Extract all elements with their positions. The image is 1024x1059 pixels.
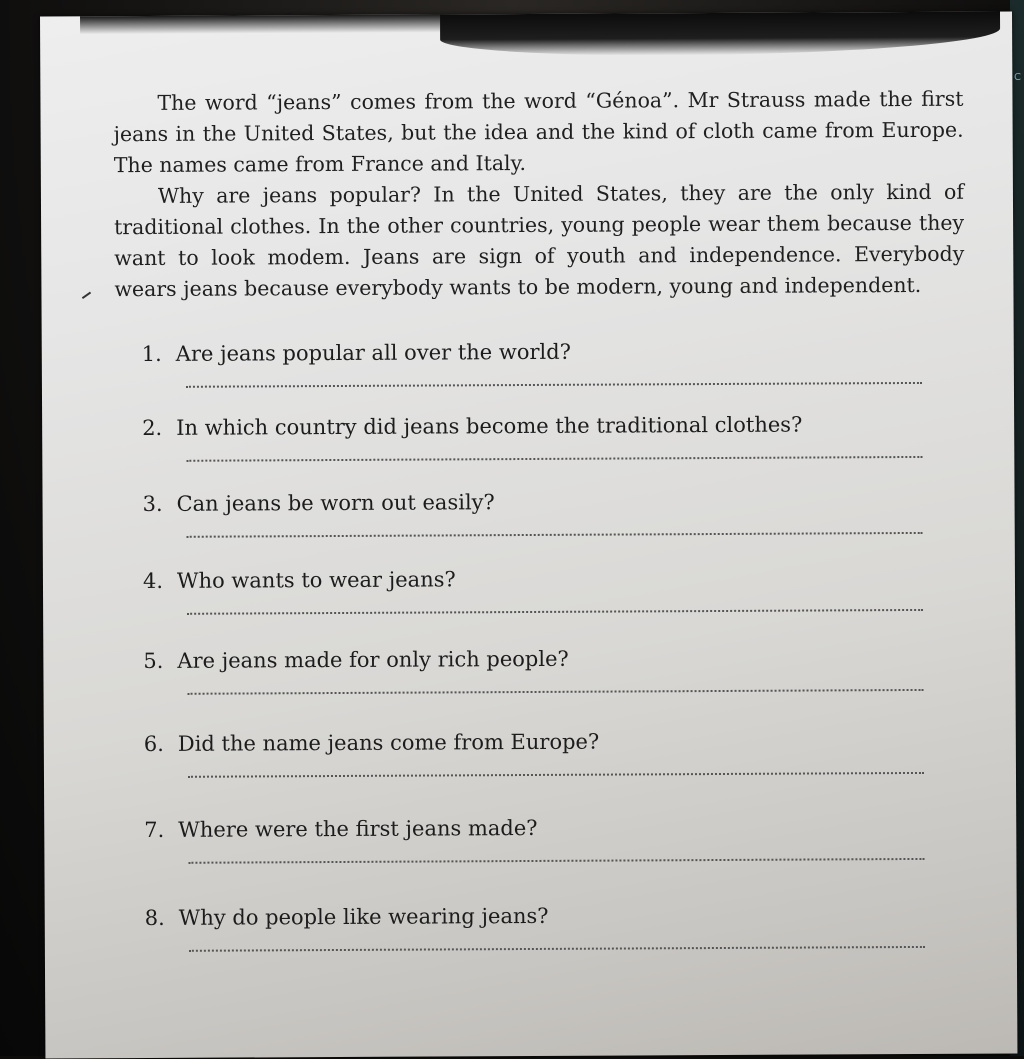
question-number: 8. xyxy=(144,905,165,931)
answer-line[interactable] xyxy=(188,689,924,695)
passage-paragraph-2: Why are jeans popular? In the United States, they are the only kind of traditional clothes. In the other countries, young people wear them because they want to look modem. Jeans are sign of youth and independence. Everybody wears jeans because everybody wants to be modern, young and independent. xyxy=(114,179,965,302)
answer-line[interactable] xyxy=(186,456,922,462)
answer-line[interactable] xyxy=(186,382,922,388)
question-item xyxy=(143,643,963,675)
question-text: Are jeans popular all over the world? xyxy=(175,339,572,366)
passage-paragraph-1: The word “jeans” comes from the word “Génoa”. Mr Strauss made the first jeans in the United States, but the idea and the kind of cloth came from Europe. The names came from France and Italy. xyxy=(113,86,964,178)
question-item xyxy=(142,410,962,442)
question-text: Where were the first jeans made? xyxy=(178,815,538,842)
answer-line[interactable] xyxy=(187,532,923,538)
question-text: Why do people like wearing jeans? xyxy=(178,903,549,930)
question-item xyxy=(143,563,963,595)
question-text: In which country did jeans become the traditional clothes? xyxy=(176,412,803,440)
question-text: Are jeans made for only rich people? xyxy=(177,646,569,673)
answer-line[interactable] xyxy=(189,946,925,952)
question-item xyxy=(142,336,962,368)
question-number: 7. xyxy=(144,817,165,843)
question-number: 1. xyxy=(141,341,162,367)
question-text: Who wants to wear jeans? xyxy=(176,567,456,593)
question-number: 6. xyxy=(143,731,164,757)
top-shadow xyxy=(80,14,440,34)
reading-passage xyxy=(113,84,964,305)
edge-label: C xyxy=(1014,72,1022,83)
question-number: 4. xyxy=(142,568,164,594)
question-item xyxy=(145,900,965,932)
question-item xyxy=(144,726,964,758)
answer-line[interactable] xyxy=(188,858,924,864)
question-item xyxy=(144,812,964,844)
answer-line[interactable] xyxy=(187,609,923,615)
question-list xyxy=(141,326,962,931)
black-tape xyxy=(440,12,1000,57)
question-number: 2. xyxy=(142,415,163,441)
worksheet-page xyxy=(40,11,1017,1058)
answer-line[interactable] xyxy=(188,772,924,778)
question-number: 5. xyxy=(143,648,164,674)
question-item xyxy=(142,486,962,518)
question-number: 3. xyxy=(142,491,163,517)
question-text: Can jeans be worn out easily? xyxy=(176,490,495,516)
question-text: Did the name jeans come from Europe? xyxy=(177,729,600,756)
pen-mark xyxy=(82,292,91,299)
